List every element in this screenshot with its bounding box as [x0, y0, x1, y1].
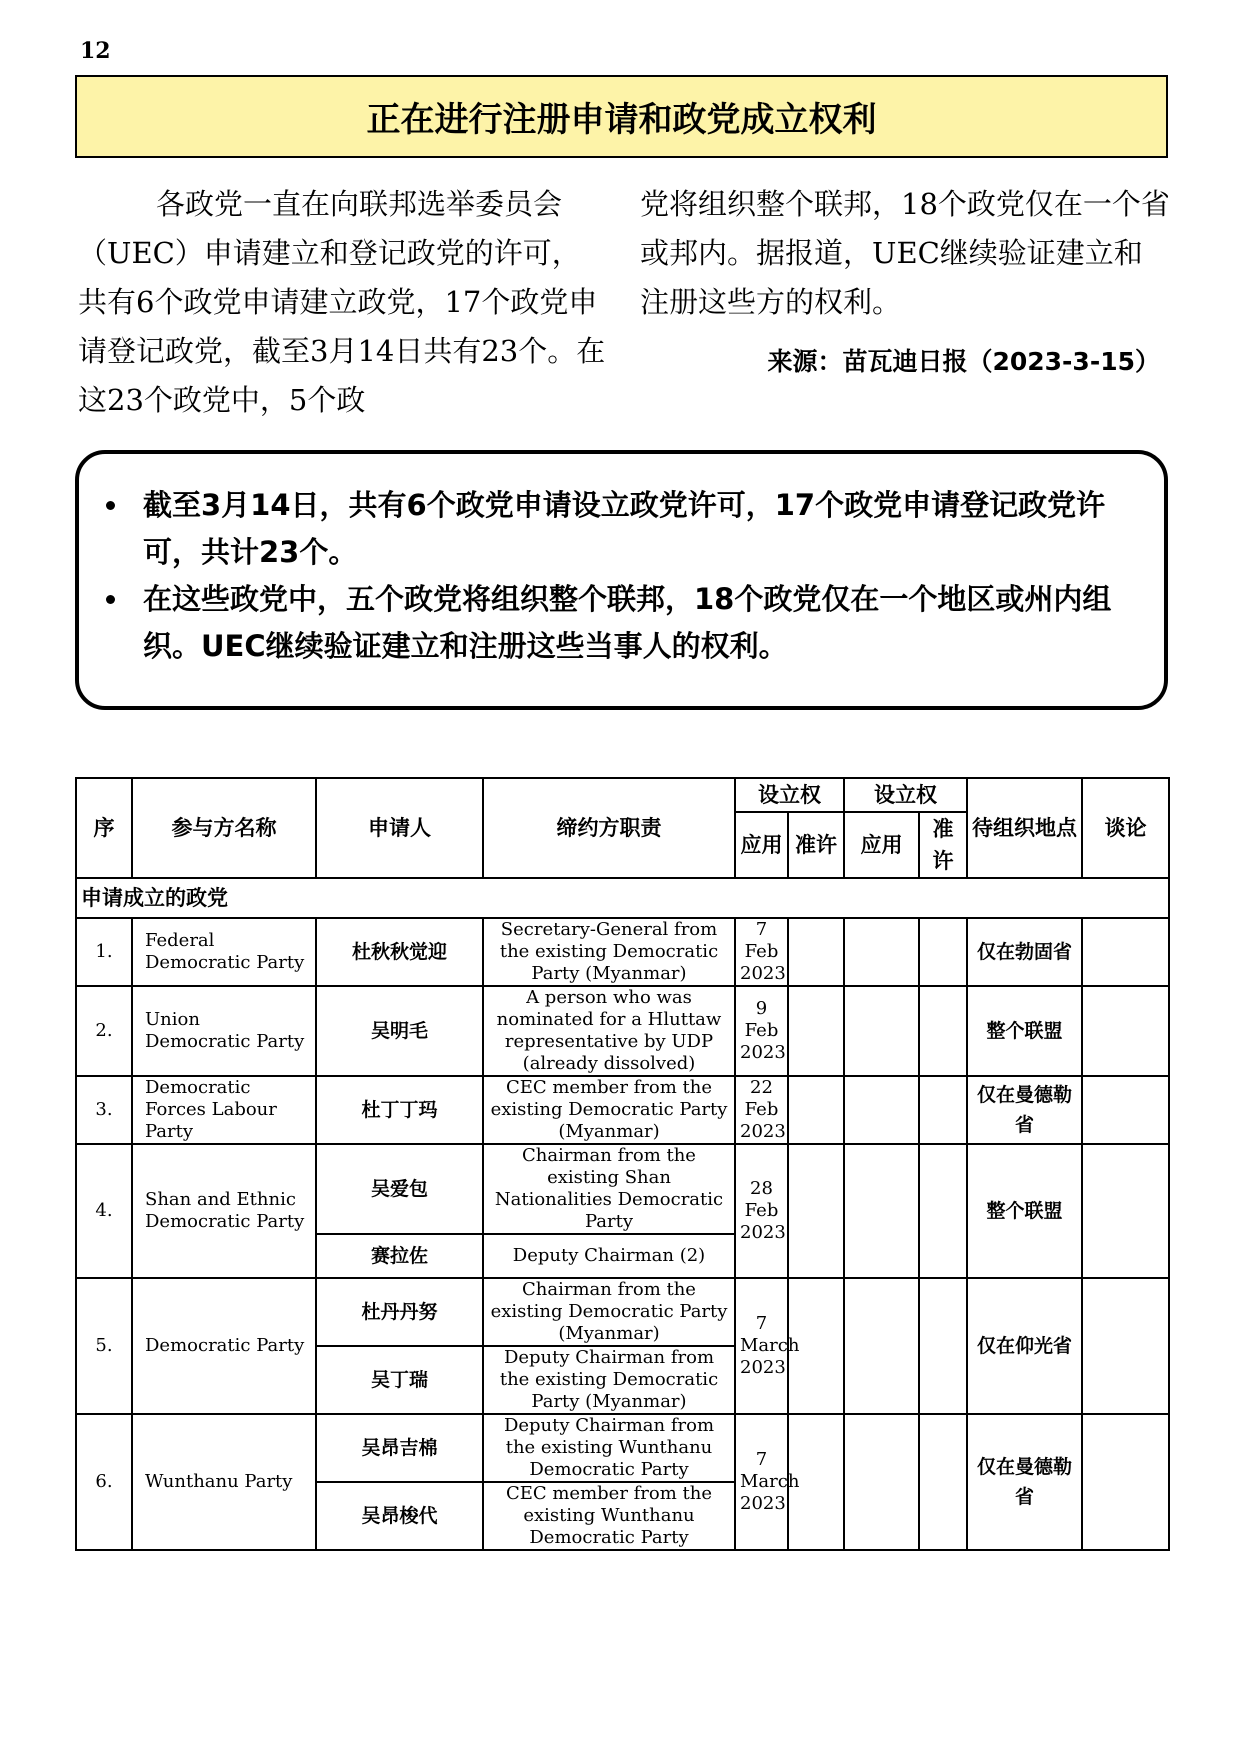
- approve-cell: [919, 986, 967, 1076]
- location: 整个联盟: [967, 986, 1082, 1076]
- header-approve-1: 准许: [788, 812, 844, 878]
- approve-cell: [919, 1278, 967, 1414]
- remarks-cell: [1082, 918, 1169, 986]
- header-right-2: 设立权: [844, 778, 967, 812]
- title-banner: [75, 75, 1168, 158]
- row-no: 6.: [76, 1414, 132, 1550]
- approve-cell: [788, 1076, 844, 1144]
- registration-table: [75, 777, 1170, 1551]
- summary-list: [101, 482, 1142, 670]
- row-no: 5.: [76, 1278, 132, 1414]
- table-row: [76, 918, 1169, 986]
- location: 仅在曼德勒省: [967, 1414, 1082, 1550]
- applicant-name: 赛拉佐: [316, 1234, 483, 1278]
- applicant-role: Deputy Chairman (2): [483, 1234, 735, 1278]
- page-title: 正在进行注册申请和政党成立权利: [366, 100, 877, 140]
- apply-date: 7 March 2023: [735, 1414, 788, 1550]
- header-no: 序: [76, 778, 132, 878]
- header-approve-2: 准许: [919, 812, 967, 878]
- location: 仅在勃固省: [967, 918, 1082, 986]
- apply-date: 22 Feb 2023: [735, 1076, 788, 1144]
- body-text-left: 各政党一直在向联邦选举委员会（UEC）申请建立和登记政党的许可，共有6个政党申请建立政党，17个政党申请登记政党，截至3月14日共有23个。在这23个政党中，5个政: [78, 187, 606, 417]
- applicant-role: Deputy Chairman from the existing Democratic Party (Myanmar): [483, 1346, 735, 1414]
- table-row: [76, 1144, 1169, 1234]
- apply-cell: [844, 1144, 919, 1278]
- header-applicant: 申请人: [316, 778, 483, 878]
- remarks-cell: [1082, 1278, 1169, 1414]
- applicant-role: Deputy Chairman from the existing Wunthanu Democratic Party: [483, 1414, 735, 1482]
- applicant-role: Chairman from the existing Democratic Party (Myanmar): [483, 1278, 735, 1346]
- approve-cell: [788, 986, 844, 1076]
- body-text-right: 党将组织整个联邦，18个政党仅在一个省或邦内。据报道，UEC继续验证建立和注册这些方的权利。: [640, 187, 1170, 319]
- table-row: [76, 1076, 1169, 1144]
- applicant-name: 吴爱包: [316, 1144, 483, 1234]
- approve-cell: [919, 1414, 967, 1550]
- page-number: 12: [80, 38, 111, 64]
- applicant-role: CEC member from the existing Democratic Party (Myanmar): [483, 1076, 735, 1144]
- remarks-cell: [1082, 1414, 1169, 1550]
- applicant-name: 杜丁丁玛: [316, 1076, 483, 1144]
- location: 仅在仰光省: [967, 1278, 1082, 1414]
- party-name: Democratic Party: [132, 1278, 316, 1414]
- party-name: Wunthanu Party: [132, 1414, 316, 1550]
- approve-cell: [919, 918, 967, 986]
- apply-cell: [844, 986, 919, 1076]
- summary-item: • 截至3月14日，共有6个政党申请设立政党许可，17个政党申请登记政党许可，共计23个。: [131, 482, 1142, 576]
- header-apply-2: 应用: [844, 812, 919, 878]
- table-section-row: [76, 878, 1169, 918]
- party-name: Union Democratic Party: [132, 986, 316, 1076]
- apply-date: 9 Feb 2023: [735, 986, 788, 1076]
- applicant-name: 吴丁瑞: [316, 1346, 483, 1414]
- row-no: 4.: [76, 1144, 132, 1278]
- header-location: 待组织地点: [967, 778, 1082, 878]
- apply-date: 7 Feb 2023: [735, 918, 788, 986]
- applicant-role: CEC member from the existing Wunthanu Democratic Party: [483, 1482, 735, 1550]
- apply-cell: [844, 1414, 919, 1550]
- row-no: 2.: [76, 986, 132, 1076]
- apply-date: 28 Feb 2023: [735, 1144, 788, 1278]
- approve-cell: [788, 1144, 844, 1278]
- row-no: 3.: [76, 1076, 132, 1144]
- applicant-name: 吴昂梭代: [316, 1482, 483, 1550]
- apply-cell: [844, 1278, 919, 1414]
- remarks-cell: [1082, 1144, 1169, 1278]
- header-role: 缔约方职责: [483, 778, 735, 878]
- table-header-row: [76, 778, 1169, 812]
- summary-box: [75, 450, 1168, 710]
- approve-cell: [919, 1076, 967, 1144]
- approve-cell: [788, 918, 844, 986]
- party-name: Shan and Ethnic Democratic Party: [132, 1144, 316, 1278]
- table-row: [76, 1414, 1169, 1482]
- applicant-role: Chairman from the existing Shan Nationalities Democratic Party: [483, 1144, 735, 1234]
- approve-cell: [919, 1144, 967, 1278]
- source-citation: 来源：苗瓦迪日报（2023-3-15）: [767, 347, 1160, 376]
- applicant-name: 吴明毛: [316, 986, 483, 1076]
- table-row: [76, 986, 1169, 1076]
- header-remarks: 谈论: [1082, 778, 1169, 878]
- applicant-role: Secretary-General from the existing Democratic Party (Myanmar): [483, 918, 735, 986]
- section-label: 申请成立的政党: [76, 878, 1169, 918]
- party-name: Federal Democratic Party: [132, 918, 316, 986]
- header-apply-1: 应用: [735, 812, 788, 878]
- applicant-name: 杜丹丹努: [316, 1278, 483, 1346]
- row-no: 1.: [76, 918, 132, 986]
- remarks-cell: [1082, 986, 1169, 1076]
- applicant-name: 杜秋秋觉迎: [316, 918, 483, 986]
- header-party: 参与方名称: [132, 778, 316, 878]
- applicant-name: 吴昂吉棉: [316, 1414, 483, 1482]
- apply-date: 7 March 2023: [735, 1278, 788, 1414]
- summary-item: • 在这些政党中，五个政党将组织整个联邦，18个政党仅在一个地区或州内组织。UEC继续验证建立和注册这些当事人的权利。: [131, 576, 1142, 670]
- remarks-cell: [1082, 1076, 1169, 1144]
- party-name: Democratic Forces Labour Party: [132, 1076, 316, 1144]
- location: 整个联盟: [967, 1144, 1082, 1278]
- location: 仅在曼德勒省: [967, 1076, 1082, 1144]
- apply-cell: [844, 918, 919, 986]
- applicant-role: A person who was nominated for a Hluttaw representative by UDP (already dissolved): [483, 986, 735, 1076]
- header-right-1: 设立权: [735, 778, 844, 812]
- table-row: [76, 1278, 1169, 1346]
- apply-cell: [844, 1076, 919, 1144]
